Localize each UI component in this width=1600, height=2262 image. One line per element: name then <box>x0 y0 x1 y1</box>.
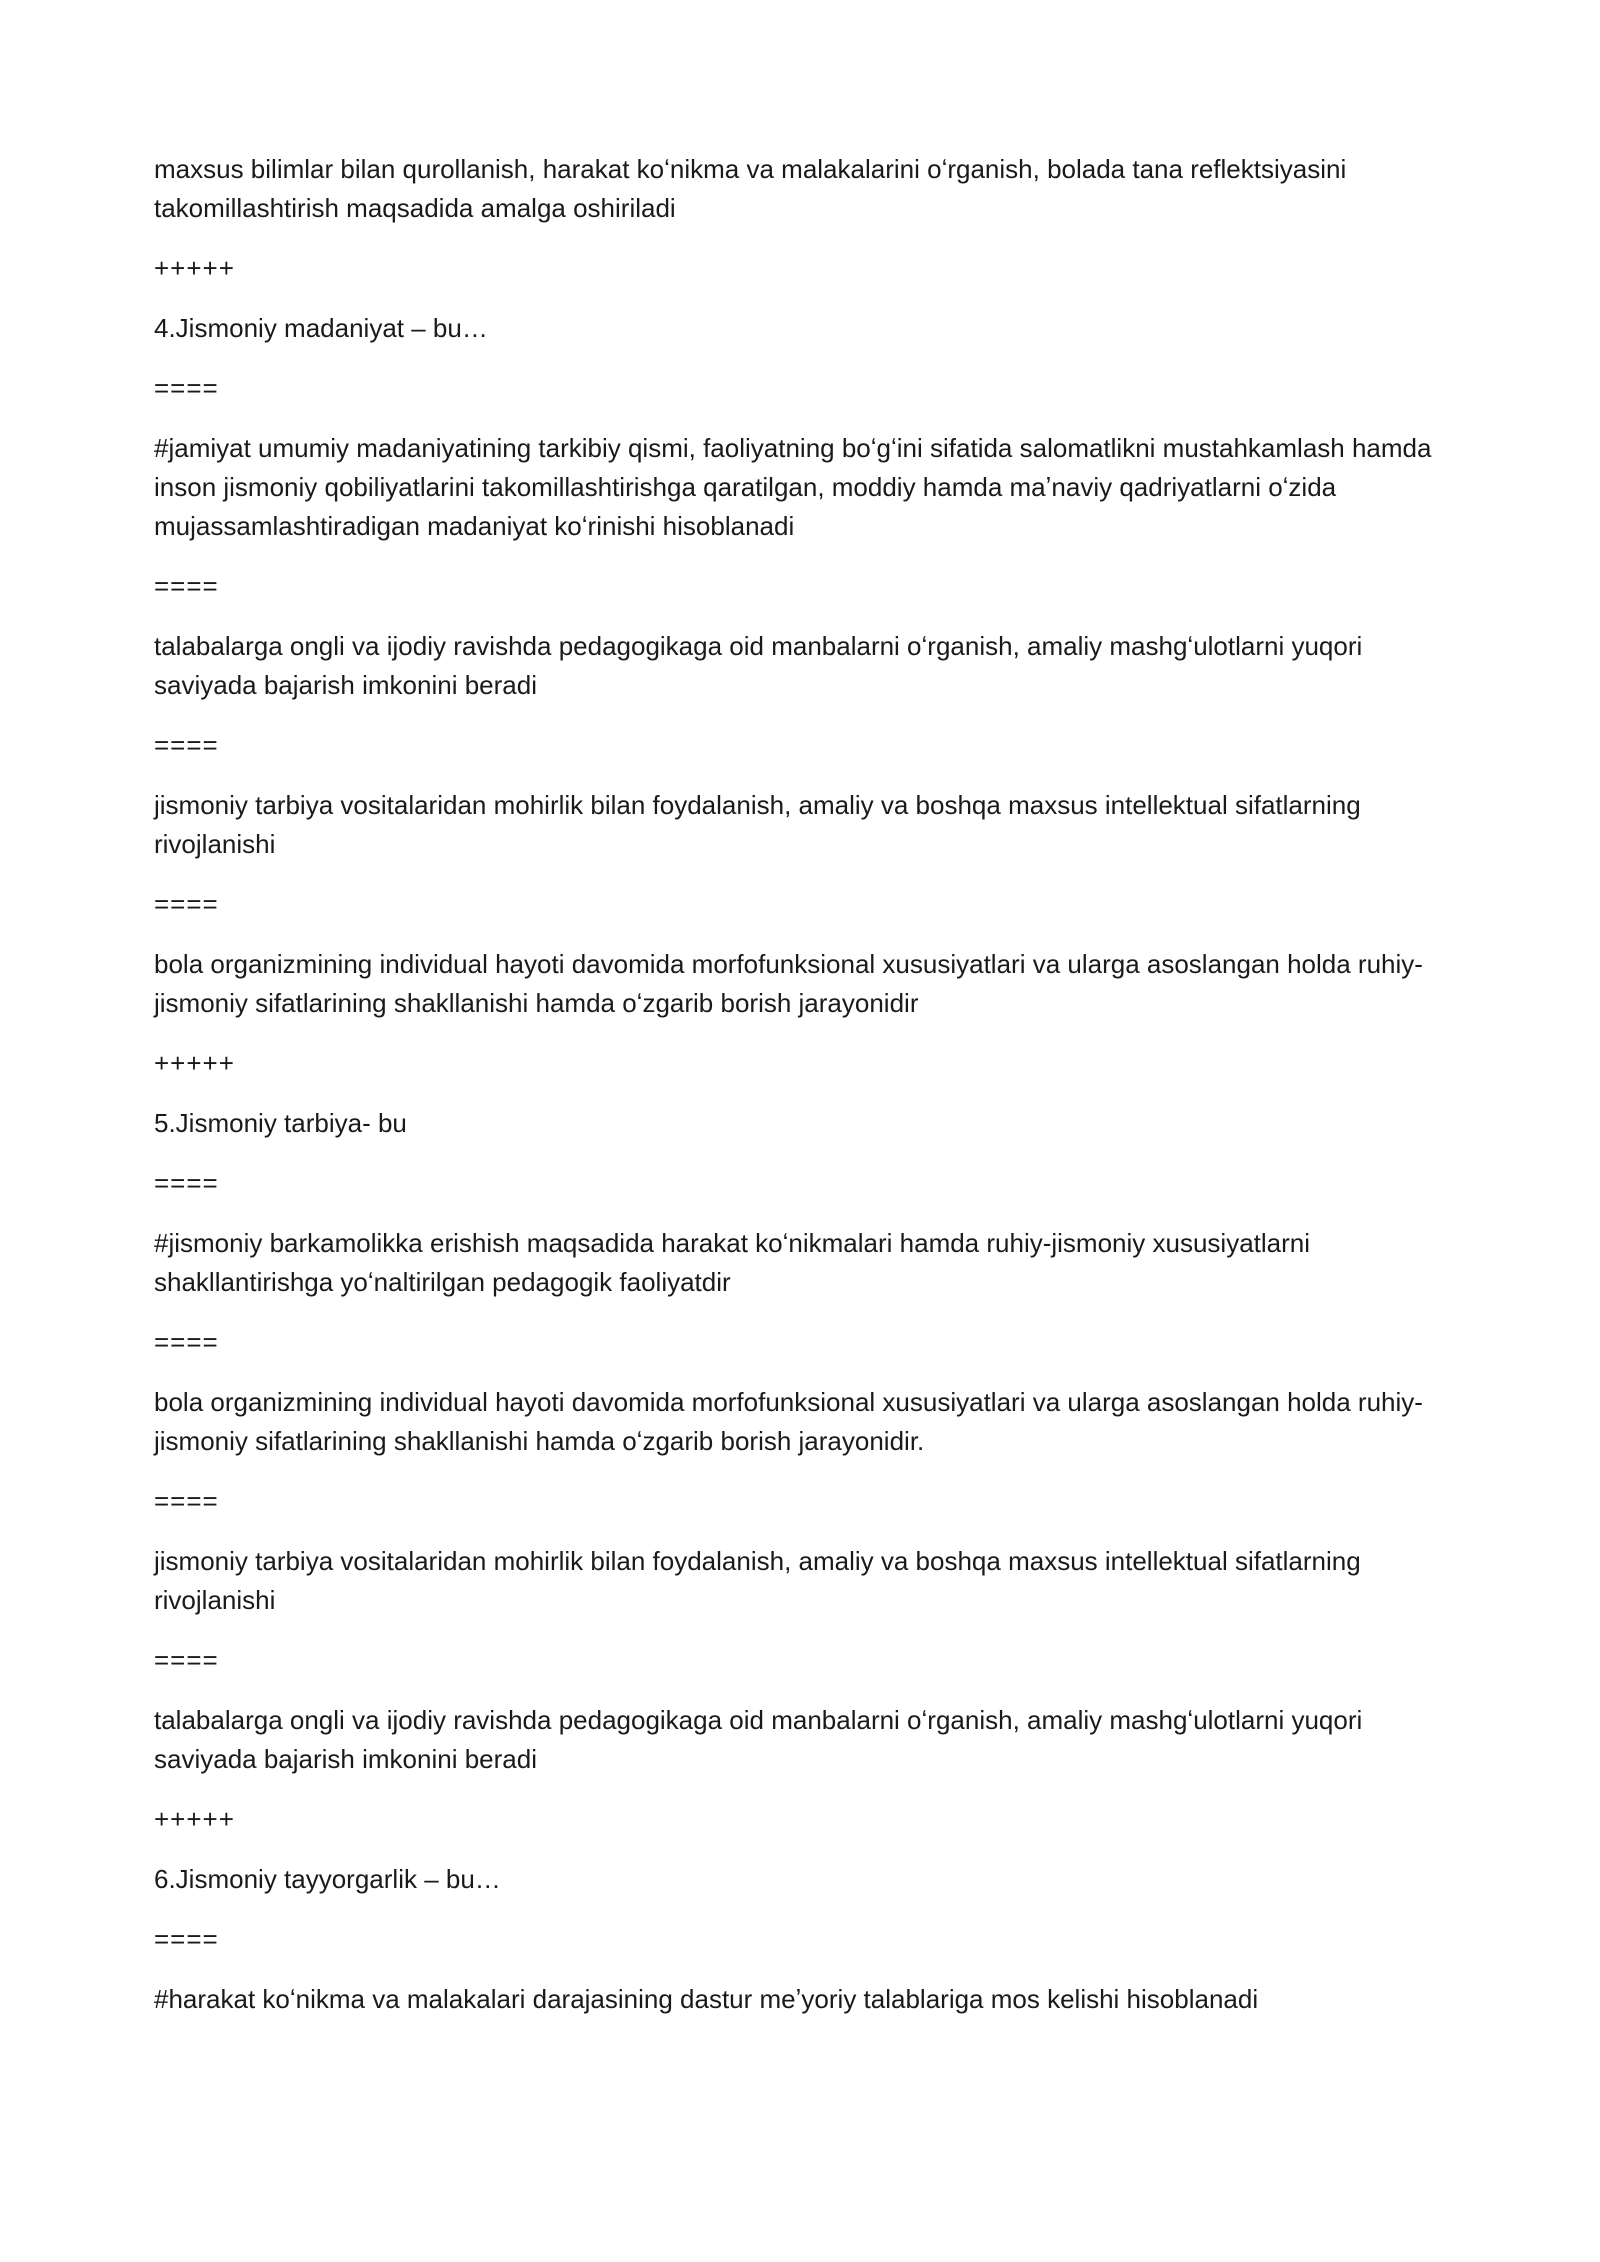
answer-option-text: talabalarga ongli va ijodiy ravishda pedagogikaga oid manbalarni oʻrganish, amaliy mashgʻulotlarni yuqori saviyada bajarish imkonini beradi <box>154 631 1363 700</box>
answer-option-text: bola organizmining individual hayoti davomida morfofunksional xususiyatlari va ularga asoslangan holda ruhiy-jismoniy sifatlarining shakllanishi hamda oʻzgarib borish jarayonidir <box>154 949 1423 1018</box>
document-body <box>154 150 1444 2040</box>
correct-answer-option: #harakat koʻnikma va malakalari darajasining dastur meʼyoriy talablariga mos kelishi hisoblanadi <box>154 1984 1259 2014</box>
answer-option-text: talabalarga ongli va ijodiy ravishda pedagogikaga oid manbalarni oʻrganish, amaliy mashgʻulotlarni yuqori saviyada bajarish imkonini beradi <box>154 1705 1363 1774</box>
option-separator: ==== <box>154 1327 219 1357</box>
answer-option-text: maxsus bilimlar bilan qurollanish, harakat koʻnikma va malakalarini oʻrganish, bolada tana reflektsiyasini takomillashtirish maqsadida amalga oshiriladi <box>154 154 1347 223</box>
question-separator: +++++ <box>154 1804 235 1834</box>
answer-option-text: bola organizmining individual hayoti davomida morfofunksional xususiyatlari va ularga asoslangan holda ruhiy-jismoniy sifatlarining shakllanishi hamda oʻzgarib borish jarayonidir. <box>154 1387 1423 1456</box>
option-separator: ==== <box>154 1486 219 1516</box>
option-separator: ==== <box>154 889 219 919</box>
option-separator: ==== <box>154 373 219 403</box>
question-separator: +++++ <box>154 253 235 283</box>
correct-answer-option: #jamiyat umumiy madaniyatining tarkibiy qismi, faoliyatning boʻgʻini sifatida salomatlikni mustahkamlash hamda inson jismoniy qobiliyatlarini takomillashtirishga qaratilgan, moddiy hamda maʼnaviy qadriyatlarni oʻzida mujassamlashtiradigan madaniyat koʻrinishi hisoblanadi <box>154 433 1432 541</box>
answer-option-text: jismoniy tarbiya vositalaridan mohirlik bilan foydalanish, amaliy va boshqa maxsus intellektual sifatlarning rivojlanishi <box>154 790 1361 859</box>
answer-option-text: jismoniy tarbiya vositalaridan mohirlik bilan foydalanish, amaliy va boshqa maxsus intellektual sifatlarning rivojlanishi <box>154 1546 1361 1615</box>
option-separator: ==== <box>154 1645 219 1675</box>
question-text: 4.Jismoniy madaniyat – bu… <box>154 313 488 343</box>
question-text: 5.Jismoniy tarbiya- bu <box>154 1108 407 1138</box>
option-separator: ==== <box>154 730 219 760</box>
option-separator: ==== <box>154 1168 219 1198</box>
option-separator: ==== <box>154 571 219 601</box>
question-separator: +++++ <box>154 1048 235 1078</box>
option-separator: ==== <box>154 1924 219 1954</box>
question-text: 6.Jismoniy tayyorgarlik – bu… <box>154 1864 501 1894</box>
correct-answer-option: #jismoniy barkamolikka erishish maqsadida harakat koʻnikmalari hamda ruhiy-jismoniy xususiyatlarni shakllantirishga yoʻnaltirilgan pedagogik faoliyatdir <box>154 1228 1311 1297</box>
